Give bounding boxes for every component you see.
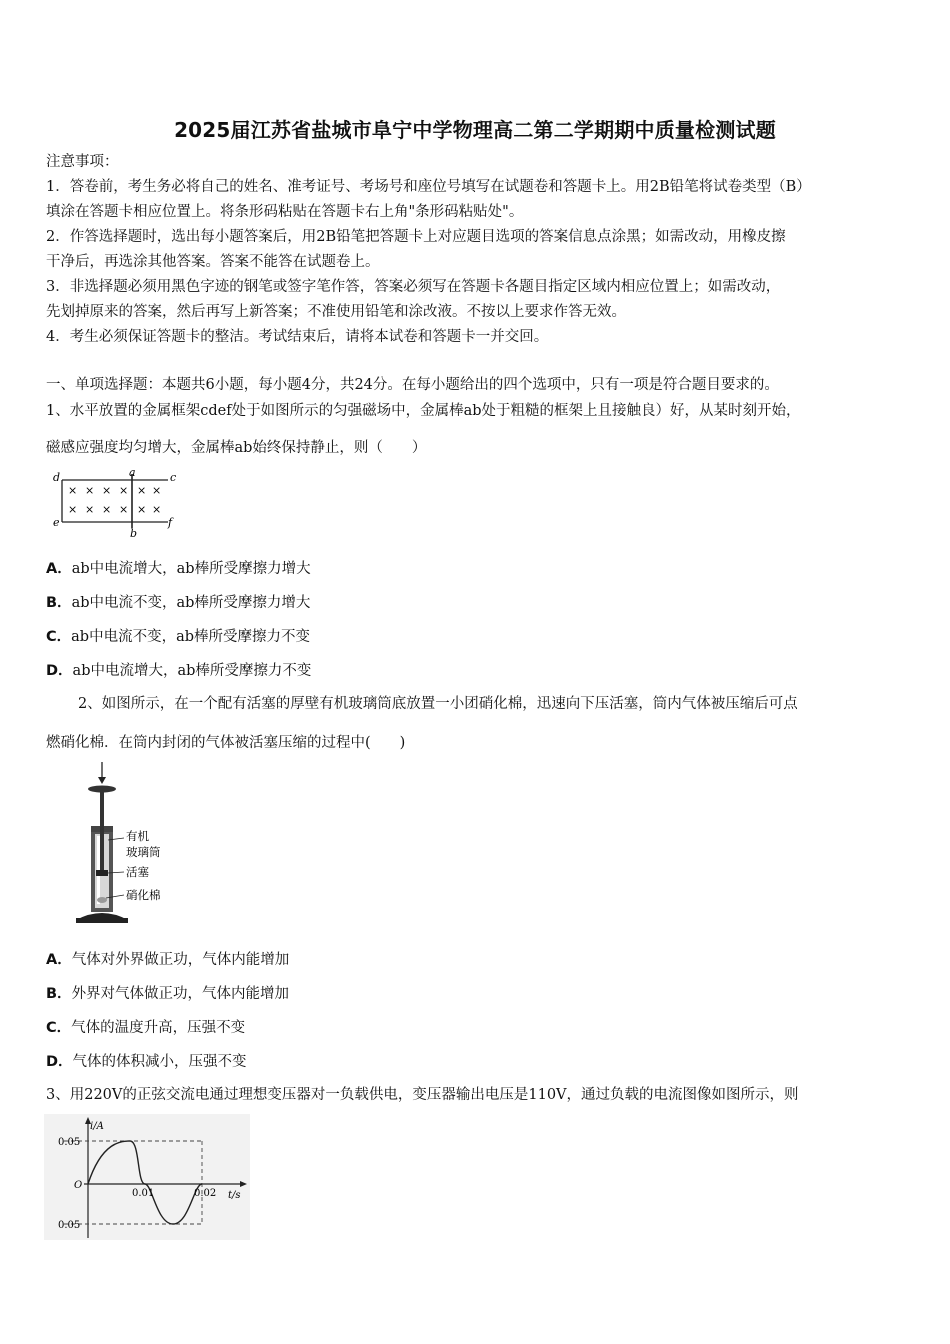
field-cross: ×: [68, 484, 78, 497]
x-tick-2: 0.02: [194, 1188, 217, 1199]
y-tick-bottom: 0.05: [58, 1220, 81, 1231]
section-heading: 一、单项选择题：本题共6小题，每小题4分，共24分。在每小题给出的四个选项中，只有一项是符合题目要求的。: [46, 377, 779, 393]
q2-stem-line2: 燃硝化棉．在筒内封闭的气体被活塞压缩的过程中( ): [46, 735, 406, 751]
q1-option-c[interactable]: C．ab中电流不变，ab棒所受摩擦力不变: [46, 629, 311, 645]
label-cotton: 硝化棉: [126, 888, 161, 902]
q2-option-a[interactable]: A．气体对外界做正功，气体内能增加: [46, 952, 290, 968]
field-cross: ×: [85, 503, 95, 516]
q2-option-c[interactable]: C．气体的温度升高，压强不变: [46, 1020, 246, 1036]
x-tick-1: 0.01: [132, 1188, 155, 1199]
q1-option-a[interactable]: A．ab中电流增大，ab棒所受摩擦力增大: [46, 561, 311, 577]
page-title: 2025届江苏省盐城市阜宁中学物理高二第二学期期中质量检测试题: [174, 118, 776, 142]
notice-line: 2．作答选择题时，选出每小题答案后，用2B铅笔把答题卡上对应题目选项的答案信息点涂黑；如需改动，用橡皮擦: [46, 229, 786, 245]
field-cross: ×: [152, 503, 162, 516]
notice-line: 干净后，再选涂其他答案。答案不能答在试题卷上。: [46, 254, 380, 270]
q1-option-b[interactable]: B．ab中电流不变，ab棒所受摩擦力增大: [46, 595, 311, 611]
label-a: a: [129, 468, 136, 479]
notice-heading: 注意事项：: [46, 154, 119, 170]
label-e: e: [53, 516, 60, 529]
label-d: d: [53, 471, 61, 484]
label-f: f: [168, 516, 173, 529]
field-cross: ×: [85, 484, 95, 497]
field-cross: ×: [152, 484, 162, 497]
field-cross: ×: [119, 503, 129, 516]
q3-stem-line1: 3、用220V的正弦交流电通过理想变压器对一负载供电，变压器输出电压是110V，通过负载的电流图像如图所示，则: [46, 1087, 799, 1103]
notice-line: 3．非选择题必须用黑色字迹的钢笔或签字笔作答，答案必须写在答题卡各题目指定区域内相应位置上；如需改动，: [46, 279, 781, 295]
q1-stem-line2: 磁感应强度均匀增大，金属棒ab始终保持静止，则（ ）: [46, 440, 427, 456]
label-glass-2: 玻璃筒: [126, 845, 161, 859]
q3-current-graph: [44, 1114, 250, 1240]
field-cross: ×: [137, 503, 147, 516]
field-cross: ×: [68, 503, 78, 516]
q1-stem-line1: 1、水平放置的金属框架cdef处于如图所示的匀强磁场中，金属棒ab处于粗糙的框架上且接触良）好，从某时刻开始，: [46, 403, 801, 419]
label-glass-1: 有机: [126, 829, 149, 843]
q2-stem-line1: 2、如图所示，在一个配有活塞的厚壁有机玻璃筒底放置一小团硝化棉，迅速向下压活塞，筒内气体被压缩后可点: [78, 696, 798, 712]
y-axis-label: i/A: [90, 1121, 104, 1132]
q2-option-b[interactable]: B．外界对气体做正功，气体内能增加: [46, 986, 290, 1002]
label-piston: 活塞: [126, 865, 149, 879]
field-cross: ×: [119, 484, 129, 497]
origin-label: O: [74, 1180, 83, 1191]
label-c: c: [170, 471, 177, 484]
x-axis-label: t/s: [228, 1190, 241, 1201]
q2-piston-figure: [62, 760, 192, 930]
notice-line: 4．考生必须保证答题卡的整洁。考试结束后，请将本试卷和答题卡一并交回。: [46, 329, 549, 345]
notice-line: 填涂在答题卡相应位置上。将条形码粘贴在答题卡右上角"条形码粘贴处"。: [46, 204, 524, 220]
y-tick-top: 0.05: [58, 1137, 81, 1148]
notice-line: 先划掉原来的答案，然后再写上新答案；不准使用铅笔和涂改液。不按以上要求作答无效。: [46, 304, 626, 320]
field-cross: ×: [102, 484, 112, 497]
label-b: b: [130, 527, 138, 540]
field-cross: ×: [137, 484, 147, 497]
q2-option-d[interactable]: D．气体的体积减小，压强不变: [46, 1054, 247, 1070]
q1-frame-figure: [50, 468, 182, 540]
field-cross: ×: [102, 503, 112, 516]
notice-line: 1．答卷前，考生务必将自己的姓名、准考证号、考场号和座位号填写在试题卷和答题卡上。用2B铅笔将试卷类型（B）: [46, 179, 811, 195]
q1-option-d[interactable]: D．ab中电流增大，ab棒所受摩擦力不变: [46, 663, 312, 679]
